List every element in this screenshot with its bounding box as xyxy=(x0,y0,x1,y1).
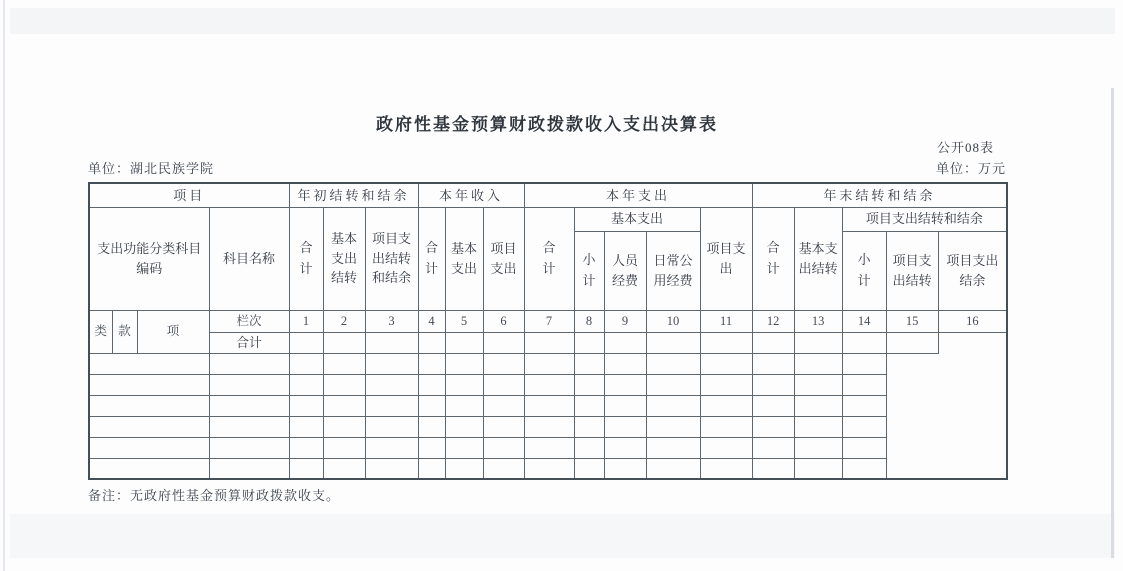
column-number-cell: 11 xyxy=(700,310,752,332)
empty-cell xyxy=(289,374,323,395)
empty-code-cell xyxy=(89,416,209,437)
empty-cell xyxy=(524,437,574,458)
empty-cell xyxy=(209,374,289,395)
empty-cell xyxy=(842,437,886,458)
final-accounts-table xyxy=(88,182,1008,480)
unit-name: 单位：湖北民族学院 xyxy=(88,161,215,176)
empty-cell xyxy=(483,353,524,374)
empty-cell xyxy=(209,416,289,437)
empty-cell xyxy=(604,458,646,479)
header-project-carryover-balance-group: 项目支出结转和结余 xyxy=(842,207,1007,231)
empty-cell xyxy=(483,437,524,458)
empty-cell xyxy=(752,416,794,437)
empty-cell xyxy=(794,332,842,353)
header-project-group: 项目 xyxy=(89,183,289,207)
empty-code-cell xyxy=(89,374,209,395)
empty-cell xyxy=(524,458,574,479)
empty-cell xyxy=(524,416,574,437)
empty-cell xyxy=(524,353,574,374)
empty-cell xyxy=(646,416,700,437)
empty-code-cell xyxy=(89,395,209,416)
note: 备注：无政府性基金预算财政拨款收支。 xyxy=(88,488,341,503)
empty-cell xyxy=(445,374,483,395)
empty-cell xyxy=(418,332,445,353)
column-number-cell: 6 xyxy=(483,310,524,332)
header-current-year-income-group: 本年收入 xyxy=(418,183,524,207)
header-total-label: 合计 xyxy=(425,240,439,276)
empty-cell xyxy=(646,458,700,479)
code-col-item: 项 xyxy=(137,310,209,353)
header-subtotal-col14 xyxy=(842,231,886,310)
empty-data-row xyxy=(89,374,1007,395)
empty-code-cell xyxy=(89,458,209,479)
header-daily-public-funds-col10: 日常公用经费 xyxy=(646,231,700,310)
empty-cell xyxy=(323,353,365,374)
page-title: 政府性基金预算财政拨款收入支出决算表 xyxy=(376,115,718,134)
empty-cell xyxy=(418,374,445,395)
empty-cell xyxy=(289,332,323,353)
empty-cell xyxy=(483,374,524,395)
empty-cell xyxy=(646,374,700,395)
column-number-cell: 1 xyxy=(289,310,323,332)
empty-cell xyxy=(794,353,842,374)
empty-cell xyxy=(365,416,418,437)
column-number-cell: 16 xyxy=(938,310,1007,332)
header-subject-name: 科目名称 xyxy=(209,207,289,310)
empty-data-row xyxy=(89,353,1007,374)
empty-cell xyxy=(842,416,886,437)
column-number-cell: 3 xyxy=(365,310,418,332)
empty-cell xyxy=(365,395,418,416)
empty-cell xyxy=(646,395,700,416)
header-total-col12 xyxy=(752,207,794,310)
empty-cell xyxy=(289,395,323,416)
header-current-year-expense-group: 本年支出 xyxy=(524,183,752,207)
empty-cell xyxy=(700,374,752,395)
header-project-carryover-balance-col3: 项目支出结转和结余 xyxy=(365,207,418,310)
header-basic-expense-carryover-col2: 基本支出结转 xyxy=(323,207,365,310)
header-personnel-funds-col9: 人员经费 xyxy=(604,231,646,310)
empty-cell xyxy=(646,332,700,353)
empty-cell xyxy=(445,458,483,479)
empty-cell xyxy=(574,458,604,479)
empty-cell xyxy=(700,332,752,353)
empty-cell xyxy=(604,374,646,395)
empty-cell xyxy=(794,437,842,458)
header-total-col1 xyxy=(289,207,323,310)
column-number-cell: 14 xyxy=(842,310,886,332)
empty-cell xyxy=(418,458,445,479)
header-total-col7 xyxy=(524,207,574,310)
empty-data-row xyxy=(89,395,1007,416)
empty-cell xyxy=(842,395,886,416)
empty-cell xyxy=(524,395,574,416)
header-total-label: 合计 xyxy=(766,240,780,276)
column-number-cell: 9 xyxy=(604,310,646,332)
empty-cell xyxy=(700,458,752,479)
empty-data-row xyxy=(89,416,1007,437)
doc-code: 公开08表 xyxy=(936,140,994,155)
header-end-year-balance-group: 年末结转和结余 xyxy=(752,183,1007,207)
column-number-cell: 2 xyxy=(323,310,365,332)
empty-cell xyxy=(323,332,365,353)
header-total-label: 合计 xyxy=(299,240,313,276)
empty-cell xyxy=(365,332,418,353)
empty-cell xyxy=(752,458,794,479)
total-row xyxy=(89,332,1007,353)
empty-cell xyxy=(418,395,445,416)
column-number-cell: 13 xyxy=(794,310,842,332)
empty-cell xyxy=(574,353,604,374)
header-basic-expense-group: 基本支出 xyxy=(574,207,700,231)
empty-cell xyxy=(323,437,365,458)
empty-cell xyxy=(574,395,604,416)
empty-cell xyxy=(323,395,365,416)
header-subtotal-label: 小计 xyxy=(857,252,871,288)
unit-row xyxy=(88,158,1006,177)
column-index-row xyxy=(89,310,1007,332)
header-total-col4 xyxy=(418,207,445,310)
scan-artifact-bottom xyxy=(10,514,1115,558)
empty-cell xyxy=(794,374,842,395)
header-subtotal-label: 小计 xyxy=(582,252,596,288)
empty-code-cell xyxy=(89,353,209,374)
empty-cell xyxy=(418,416,445,437)
empty-cell xyxy=(700,395,752,416)
empty-cell xyxy=(209,437,289,458)
empty-cell xyxy=(289,437,323,458)
header-function-code: 支出功能分类科目编码 xyxy=(89,207,209,310)
column-number-cell: 5 xyxy=(445,310,483,332)
scan-artifact-top xyxy=(10,8,1115,34)
header-begin-year-balance-group: 年初结转和结余 xyxy=(289,183,418,207)
empty-cell xyxy=(842,458,886,479)
empty-cell xyxy=(483,332,524,353)
group-header-row xyxy=(89,183,1007,207)
code-col-section: 款 xyxy=(112,310,137,353)
header-subtotal-col8 xyxy=(574,231,604,310)
empty-cell xyxy=(323,416,365,437)
sub-header-row xyxy=(89,207,1007,231)
empty-cell xyxy=(752,353,794,374)
empty-cell xyxy=(209,458,289,479)
empty-cell xyxy=(323,374,365,395)
empty-cell xyxy=(604,437,646,458)
empty-data-row xyxy=(89,437,1007,458)
empty-cell xyxy=(209,353,289,374)
header-project-expense-col6: 项目支出 xyxy=(483,207,524,310)
column-number-cell: 8 xyxy=(574,310,604,332)
empty-cell xyxy=(842,374,886,395)
empty-cell xyxy=(604,416,646,437)
header-project-expense-col11: 项目支出 xyxy=(700,207,752,310)
header-project-carryover-col15: 项目支出结转 xyxy=(886,231,938,310)
scan-edge-right xyxy=(1111,88,1114,558)
empty-cell xyxy=(700,437,752,458)
empty-cell xyxy=(604,395,646,416)
empty-cell xyxy=(752,395,794,416)
header-total-label: 合计 xyxy=(542,240,556,276)
empty-cell xyxy=(445,416,483,437)
empty-cell xyxy=(794,458,842,479)
unit-of-measure: 单位：万元 xyxy=(935,161,1006,176)
empty-cell xyxy=(209,395,289,416)
empty-cell xyxy=(289,416,323,437)
empty-cell xyxy=(445,395,483,416)
empty-cell xyxy=(574,332,604,353)
empty-cell xyxy=(483,395,524,416)
empty-cell xyxy=(289,353,323,374)
empty-cell xyxy=(794,416,842,437)
empty-cell xyxy=(604,332,646,353)
empty-cell xyxy=(323,458,365,479)
empty-cell xyxy=(418,437,445,458)
empty-cell xyxy=(574,416,604,437)
column-number-cell: 7 xyxy=(524,310,574,332)
empty-cell xyxy=(365,458,418,479)
empty-cell xyxy=(365,353,418,374)
empty-cell xyxy=(700,353,752,374)
empty-cell xyxy=(365,437,418,458)
empty-cell xyxy=(842,332,886,353)
empty-cell xyxy=(445,437,483,458)
empty-cell xyxy=(365,374,418,395)
empty-cell xyxy=(842,353,886,374)
empty-code-cell xyxy=(89,437,209,458)
empty-cell xyxy=(646,353,700,374)
scan-edge-left xyxy=(3,0,5,571)
empty-cell xyxy=(574,374,604,395)
header-basic-expense-carryover-col13: 基本支出结转 xyxy=(794,207,842,310)
empty-cell xyxy=(574,437,604,458)
empty-cell xyxy=(445,332,483,353)
column-number-cell: 10 xyxy=(646,310,700,332)
empty-cell xyxy=(445,353,483,374)
empty-cell xyxy=(483,416,524,437)
empty-cell xyxy=(483,458,524,479)
empty-cell xyxy=(524,332,574,353)
empty-cell xyxy=(289,458,323,479)
empty-data-row xyxy=(89,458,1007,479)
column-number-cell: 4 xyxy=(418,310,445,332)
empty-cell xyxy=(752,374,794,395)
empty-cell xyxy=(886,332,938,353)
empty-cell xyxy=(604,353,646,374)
total-row-label: 合计 xyxy=(209,332,289,353)
column-number-cell: 12 xyxy=(752,310,794,332)
header-basic-expense-col5: 基本支出 xyxy=(445,207,483,310)
empty-cell xyxy=(794,395,842,416)
empty-cell xyxy=(646,437,700,458)
column-number-cell: 15 xyxy=(886,310,938,332)
empty-cell xyxy=(700,416,752,437)
empty-cell xyxy=(418,353,445,374)
empty-cell xyxy=(752,332,794,353)
header-project-balance-col16: 项目支出结余 xyxy=(938,231,1007,310)
empty-cell xyxy=(524,374,574,395)
column-index-label: 栏次 xyxy=(209,310,289,332)
empty-cell xyxy=(752,437,794,458)
code-col-category: 类 xyxy=(89,310,112,353)
